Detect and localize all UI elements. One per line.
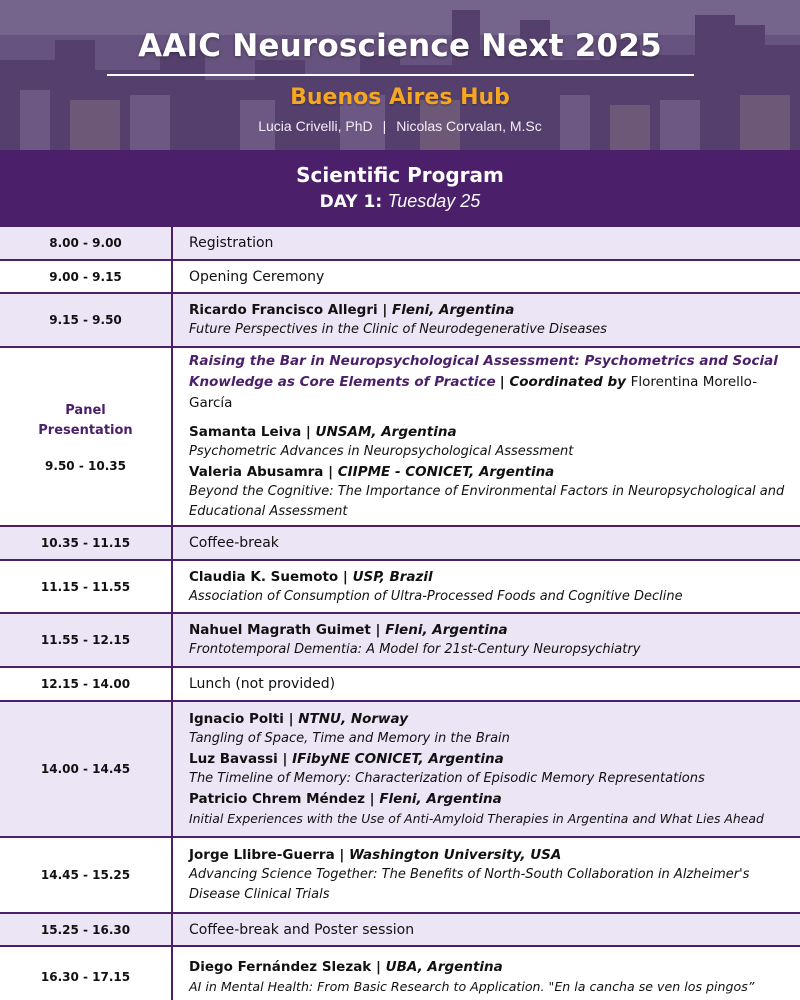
schedule-table [0,227,800,1000]
hero-banner [0,0,800,150]
talk-title: Future Perspectives in the Clinic of Neurodegenerative Diseases [189,322,607,337]
speaker-line: Nahuel Magrath Guimet | Fleni, Argentina [189,622,508,638]
talk-title: Beyond the Cognitive: The Importance of Environmental Factors in Neuropsychological and Educational Assessment [189,484,785,519]
speaker-name: Patricio Chrem Méndez [189,791,365,807]
session-text: Coffee-break and Poster session [189,921,415,938]
talk-title: Frontotemporal Dementia: A Model for 21st-Century Neuropsychiatry [189,642,641,657]
speaker-affiliation: UNSAM, Argentina [315,424,457,440]
time-cell: 11.15 - 11.55 [0,561,173,612]
panel-coordinator: Florentina Morello-García [189,374,758,411]
organizers [0,118,800,134]
speaker-affiliation: IFibyNE CONICET, Argentina [292,751,504,767]
speaker-line: Patricio Chrem Méndez | Fleni, Argentina [189,791,502,807]
schedule-row-lunch [0,668,800,702]
time-cell: 16.30 - 17.15 [0,947,173,1000]
title-divider [107,74,694,76]
speaker-affiliation: Fleni, Argentina [379,791,502,807]
speaker-affiliation: USP, Brazil [352,568,433,585]
talk-title: Psychometric Advances in Neuropsychological Assessment [189,444,574,459]
time-cell: 11.55 - 12.15 [0,614,173,666]
speaker-name: Claudia K. Suemoto [189,568,339,585]
day-value: Tuesday 25 [387,191,481,211]
time-cell: 8.00 - 9.00 [0,227,173,259]
schedule-row-coffee [0,527,800,561]
speaker-line: Luz Bavassi | IFibyNE CONICET, Argentina [189,751,504,767]
schedule-row-talk [0,947,800,1000]
speaker-line: Jorge Llibre-Guerra | Washington University, USA [189,847,562,863]
speaker-name: Ignacio Polti [189,711,284,727]
time-cell: 9.00 - 9.15 [0,261,173,292]
schedule-row-opening [0,261,800,294]
speaker-line: Ignacio Polti | NTNU, Norway [189,711,409,727]
schedule-row-talk-group [0,702,800,838]
talk-title: Initial Experiences with the Use of Anti-Amyloid Therapies in Argentina and What Lies Ahead [189,811,764,826]
session-text: Lunch (not provided) [189,676,336,692]
speaker-line: Diego Fernández Slezak | UBA, Argentina [189,959,503,975]
talk-title: The Timeline of Memory: Characterization of Episodic Memory Representations [189,771,705,786]
coordinated-by-label: Coordinated by [509,374,626,390]
speaker-name: Diego Fernández Slezak [189,959,372,975]
time-cell: 12.15 - 14.00 [0,668,173,700]
talk-title: Tangling of Space, Time and Memory in the Brain [189,731,510,746]
program-band [0,150,800,227]
speaker-name: Jorge Llibre-Guerra [189,847,335,863]
speaker-affiliation: Fleni, Argentina [385,622,508,638]
speaker-line: Claudia K. Suemoto | USP, Brazil [189,568,433,585]
panel-label: Panel Presentation [38,402,133,438]
program-day [0,191,800,212]
panel-time: 9.50 - 10.35 [45,458,126,473]
time-cell: 15.25 - 16.30 [0,914,173,945]
schedule-row-registration [0,227,800,261]
organizer-2: Nicolas Corvalan, M.Sc [396,118,542,134]
speaker-name: Samanta Leiva [189,424,302,440]
time-cell-panel [0,348,173,525]
time-cell: 9.15 - 9.50 [0,294,173,346]
speaker-name: Valeria Abusamra [189,464,324,480]
day-label: DAY 1: [319,192,383,212]
speaker-line: Samanta Leiva | UNSAM, Argentina [189,424,457,440]
session-text: Opening Ceremony [189,268,325,285]
speaker-name: Ricardo Francisco Allegri [189,302,378,318]
schedule-row-panel [0,348,800,527]
session-text: Coffee-break [189,535,279,551]
speaker-affiliation: CIIPME - CONICET, Argentina [337,464,555,480]
schedule-row-talk [0,561,800,614]
speaker-name: Nahuel Magrath Guimet [189,622,371,638]
talk-title: Association of Consumption of Ultra-Processed Foods and Cognitive Decline [189,588,683,604]
speaker-affiliation: NTNU, Norway [298,711,409,727]
program-title: Scientific Program [296,163,504,187]
schedule-row-talk [0,838,800,914]
panel-heading: Raising the Bar in Neuropsychological Assessment: Psychometrics and Social Knowledge as Core Elements of Practice | Coordinated by Florentina Morello-García [189,353,778,411]
schedule-row-talk [0,614,800,668]
time-cell: 14.00 - 14.45 [0,702,173,836]
speaker-affiliation: Fleni, Argentina [391,302,515,318]
schedule-row-coffee-poster [0,914,800,947]
time-cell: 10.35 - 11.15 [0,527,173,559]
organizer-separator: | [382,118,387,134]
organizer-1: Lucia Crivelli, PhD [258,118,373,134]
talk-title: Advancing Science Together: The Benefits of North-South Collaboration in Alzheimer's Disease Clinical Trials [189,867,750,902]
hub-subtitle: Buenos Aires Hub [290,85,510,110]
schedule-row-talk [0,294,800,348]
speaker-line: Ricardo Francisco Allegri | Fleni, Argentina [189,302,515,318]
event-title: AAIC Neuroscience Next 2025 [138,28,662,64]
speaker-affiliation: UBA, Argentina [385,959,503,975]
time-cell: 14.45 - 15.25 [0,838,173,912]
session-text: Registration [189,235,274,251]
speaker-line: Valeria Abusamra | CIIPME - CONICET, Argentina [189,464,555,480]
speaker-name: Luz Bavassi [189,751,278,767]
panel-title: Raising the Bar in Neuropsychological Assessment: Psychometrics and Social Knowledge as Core Elements of Practice [189,353,778,390]
speaker-affiliation: Washington University, USA [349,847,562,863]
talk-title: AI in Mental Health: From Basic Research to Application. "En la cancha se ven los pingos” [189,979,755,994]
